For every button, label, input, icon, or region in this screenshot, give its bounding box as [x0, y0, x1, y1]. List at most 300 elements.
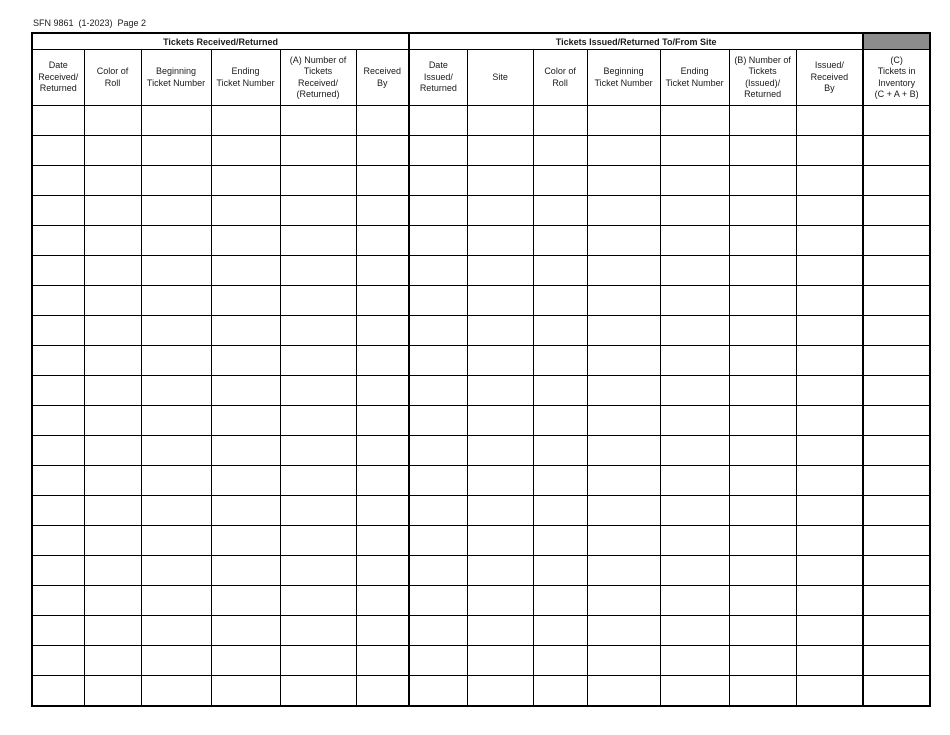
table-cell[interactable] [409, 616, 467, 646]
table-cell[interactable] [660, 556, 729, 586]
table-cell[interactable] [587, 106, 660, 136]
table-cell[interactable] [280, 376, 356, 406]
table-cell[interactable] [533, 466, 587, 496]
table-cell[interactable] [796, 526, 863, 556]
table-cell[interactable] [84, 256, 141, 286]
table-cell[interactable] [467, 436, 533, 466]
table-cell[interactable] [280, 526, 356, 556]
table-cell[interactable] [356, 196, 409, 226]
table-cell[interactable] [211, 106, 280, 136]
table-cell[interactable] [796, 376, 863, 406]
table-cell[interactable] [533, 316, 587, 346]
table-cell[interactable] [796, 646, 863, 676]
table-cell[interactable] [409, 406, 467, 436]
table-cell[interactable] [141, 646, 211, 676]
table-cell[interactable] [863, 496, 930, 526]
table-cell[interactable] [729, 316, 796, 346]
table-cell[interactable] [660, 466, 729, 496]
table-cell[interactable] [587, 556, 660, 586]
table-cell[interactable] [796, 406, 863, 436]
table-cell[interactable] [211, 166, 280, 196]
table-cell[interactable] [467, 586, 533, 616]
table-cell[interactable] [587, 226, 660, 256]
table-row [32, 406, 930, 436]
table-cell[interactable] [280, 226, 356, 256]
table-cell[interactable] [280, 106, 356, 136]
table-cell[interactable] [32, 646, 84, 676]
table-cell[interactable] [796, 556, 863, 586]
table-cell[interactable] [141, 106, 211, 136]
table-cell[interactable] [863, 436, 930, 466]
table-cell[interactable] [467, 646, 533, 676]
table-cell[interactable] [729, 406, 796, 436]
table-cell[interactable] [467, 616, 533, 646]
ledger-body [32, 106, 930, 707]
table-cell[interactable] [32, 436, 84, 466]
table-cell[interactable] [32, 676, 84, 707]
table-cell[interactable] [796, 316, 863, 346]
table-cell[interactable] [32, 496, 84, 526]
table-cell[interactable] [356, 226, 409, 256]
table-cell[interactable] [356, 616, 409, 646]
table-cell[interactable] [32, 466, 84, 496]
table-cell[interactable] [32, 286, 84, 316]
table-cell[interactable] [280, 346, 356, 376]
table-cell[interactable] [660, 586, 729, 616]
table-cell[interactable] [84, 376, 141, 406]
table-cell[interactable] [467, 286, 533, 316]
table-cell[interactable] [863, 586, 930, 616]
table-cell[interactable] [467, 136, 533, 166]
table-cell[interactable] [660, 226, 729, 256]
table-cell[interactable] [211, 406, 280, 436]
table-cell[interactable] [84, 226, 141, 256]
table-cell[interactable] [467, 406, 533, 436]
table-cell[interactable] [587, 526, 660, 556]
table-row [32, 346, 930, 376]
column-header-color-of-roll-issued: Color of Roll [533, 50, 587, 106]
table-cell[interactable] [863, 106, 930, 136]
table-cell[interactable] [660, 346, 729, 376]
table-cell[interactable] [356, 376, 409, 406]
table-cell[interactable] [587, 376, 660, 406]
table-cell[interactable] [409, 346, 467, 376]
table-cell[interactable] [32, 586, 84, 616]
table-cell[interactable] [533, 166, 587, 196]
table-cell[interactable] [141, 166, 211, 196]
table-cell[interactable] [32, 226, 84, 256]
table-cell[interactable] [84, 286, 141, 316]
table-cell[interactable] [84, 436, 141, 466]
table-cell[interactable] [660, 136, 729, 166]
table-cell[interactable] [280, 136, 356, 166]
table-cell[interactable] [409, 286, 467, 316]
table-cell[interactable] [280, 556, 356, 586]
table-cell[interactable] [211, 586, 280, 616]
table-cell[interactable] [409, 376, 467, 406]
table-cell[interactable] [356, 406, 409, 436]
table-cell[interactable] [533, 136, 587, 166]
table-cell[interactable] [84, 166, 141, 196]
table-cell[interactable] [863, 466, 930, 496]
table-cell[interactable] [533, 496, 587, 526]
table-cell[interactable] [863, 616, 930, 646]
table-cell[interactable] [141, 226, 211, 256]
table-cell[interactable] [729, 196, 796, 226]
table-cell[interactable] [467, 106, 533, 136]
table-cell[interactable] [356, 256, 409, 286]
group-header-row [32, 33, 930, 50]
table-cell[interactable] [587, 436, 660, 466]
table-cell[interactable] [356, 166, 409, 196]
table-cell[interactable] [660, 526, 729, 556]
table-cell[interactable] [409, 196, 467, 226]
table-cell[interactable] [660, 676, 729, 707]
table-cell[interactable] [796, 496, 863, 526]
table-cell[interactable] [729, 496, 796, 526]
table-cell[interactable] [863, 136, 930, 166]
table-cell[interactable] [863, 316, 930, 346]
table-cell[interactable] [211, 346, 280, 376]
table-cell[interactable] [356, 316, 409, 346]
table-cell[interactable] [796, 286, 863, 316]
table-cell[interactable] [211, 196, 280, 226]
column-header-issued-received-by: Issued/ Received By [796, 50, 863, 106]
table-cell[interactable] [863, 226, 930, 256]
table-cell[interactable] [280, 436, 356, 466]
table-cell[interactable] [863, 676, 930, 707]
table-cell[interactable] [729, 226, 796, 256]
table-cell[interactable] [280, 676, 356, 707]
table-cell[interactable] [280, 496, 356, 526]
table-cell[interactable] [84, 616, 141, 646]
table-cell[interactable] [533, 256, 587, 286]
table-cell[interactable] [587, 406, 660, 436]
table-cell[interactable] [467, 526, 533, 556]
table-cell[interactable] [660, 166, 729, 196]
table-cell[interactable] [533, 526, 587, 556]
table-cell[interactable] [141, 286, 211, 316]
table-row [32, 226, 930, 256]
table-cell[interactable] [729, 676, 796, 707]
table-cell[interactable] [409, 676, 467, 707]
table-cell[interactable] [660, 316, 729, 346]
table-cell[interactable] [796, 136, 863, 166]
table-cell[interactable] [141, 406, 211, 436]
table-cell[interactable] [587, 196, 660, 226]
table-cell[interactable] [467, 376, 533, 406]
table-cell[interactable] [409, 106, 467, 136]
table-cell[interactable] [467, 256, 533, 286]
table-cell[interactable] [211, 646, 280, 676]
table-row [32, 466, 930, 496]
table-cell[interactable] [32, 526, 84, 556]
table-row [32, 166, 930, 196]
table-cell[interactable] [211, 496, 280, 526]
table-cell[interactable] [660, 376, 729, 406]
table-cell[interactable] [32, 406, 84, 436]
table-cell[interactable] [211, 526, 280, 556]
table-cell[interactable] [280, 256, 356, 286]
table-cell[interactable] [467, 496, 533, 526]
table-cell[interactable] [660, 436, 729, 466]
table-cell[interactable] [84, 646, 141, 676]
table-cell[interactable] [211, 616, 280, 646]
table-cell[interactable] [280, 616, 356, 646]
table-cell[interactable] [409, 256, 467, 286]
table-cell[interactable] [32, 346, 84, 376]
column-header-date-issued: Date Issued/ Returned [409, 50, 467, 106]
table-cell[interactable] [467, 466, 533, 496]
table-cell[interactable] [141, 526, 211, 556]
table-cell[interactable] [796, 346, 863, 376]
table-cell[interactable] [533, 556, 587, 586]
table-cell[interactable] [211, 676, 280, 707]
table-cell[interactable] [660, 496, 729, 526]
table-cell[interactable] [796, 256, 863, 286]
table-cell[interactable] [660, 196, 729, 226]
table-cell[interactable] [84, 676, 141, 707]
table-cell[interactable] [863, 166, 930, 196]
table-cell[interactable] [211, 136, 280, 166]
table-cell[interactable] [796, 226, 863, 256]
table-cell[interactable] [356, 646, 409, 676]
table-cell[interactable] [729, 646, 796, 676]
table-cell[interactable] [533, 616, 587, 646]
table-cell[interactable] [356, 526, 409, 556]
table-cell[interactable] [796, 676, 863, 707]
table-cell[interactable] [533, 436, 587, 466]
table-cell[interactable] [84, 136, 141, 166]
table-row [32, 496, 930, 526]
table-cell[interactable] [467, 196, 533, 226]
table-cell[interactable] [141, 256, 211, 286]
table-cell[interactable] [533, 226, 587, 256]
table-cell[interactable] [729, 556, 796, 586]
table-cell[interactable] [729, 256, 796, 286]
table-cell[interactable] [32, 616, 84, 646]
group-header-received: Tickets Received/Returned [32, 33, 409, 50]
table-cell[interactable] [280, 316, 356, 346]
table-cell[interactable] [409, 646, 467, 676]
table-cell[interactable] [587, 166, 660, 196]
table-cell[interactable] [587, 586, 660, 616]
column-header-ending-ticket-received: Ending Ticket Number [211, 50, 280, 106]
table-cell[interactable] [587, 286, 660, 316]
table-cell[interactable] [32, 196, 84, 226]
table-cell[interactable] [796, 106, 863, 136]
table-cell[interactable] [84, 586, 141, 616]
table-cell[interactable] [660, 106, 729, 136]
table-cell[interactable] [409, 526, 467, 556]
table-cell[interactable] [84, 346, 141, 376]
table-cell[interactable] [729, 436, 796, 466]
table-cell[interactable] [211, 226, 280, 256]
table-cell[interactable] [356, 676, 409, 707]
table-cell[interactable] [356, 556, 409, 586]
table-cell[interactable] [84, 316, 141, 346]
table-cell[interactable] [729, 376, 796, 406]
table-cell[interactable] [141, 346, 211, 376]
table-cell[interactable] [141, 136, 211, 166]
table-cell[interactable] [84, 466, 141, 496]
table-cell[interactable] [141, 616, 211, 646]
table-cell[interactable] [409, 226, 467, 256]
table-row [32, 646, 930, 676]
table-cell[interactable] [729, 466, 796, 496]
table-cell[interactable] [141, 436, 211, 466]
table-cell[interactable] [587, 316, 660, 346]
table-cell[interactable] [141, 316, 211, 346]
table-cell[interactable] [356, 436, 409, 466]
table-cell[interactable] [863, 556, 930, 586]
table-cell[interactable] [211, 556, 280, 586]
table-cell[interactable] [796, 196, 863, 226]
table-cell[interactable] [533, 646, 587, 676]
table-cell[interactable] [280, 196, 356, 226]
table-cell[interactable] [467, 226, 533, 256]
table-cell[interactable] [409, 436, 467, 466]
table-cell[interactable] [141, 556, 211, 586]
ticket-ledger-table [31, 32, 931, 707]
table-cell[interactable] [141, 496, 211, 526]
table-cell[interactable] [587, 676, 660, 707]
table-cell[interactable] [211, 286, 280, 316]
table-cell[interactable] [533, 196, 587, 226]
table-cell[interactable] [32, 376, 84, 406]
table-cell[interactable] [863, 406, 930, 436]
table-cell[interactable] [280, 166, 356, 196]
table-cell[interactable] [84, 196, 141, 226]
table-cell[interactable] [356, 106, 409, 136]
table-cell[interactable] [729, 526, 796, 556]
table-cell[interactable] [533, 286, 587, 316]
table-cell[interactable] [796, 436, 863, 466]
table-cell[interactable] [660, 616, 729, 646]
table-cell[interactable] [280, 646, 356, 676]
table-cell[interactable] [587, 616, 660, 646]
table-cell[interactable] [660, 646, 729, 676]
table-cell[interactable] [587, 256, 660, 286]
group-header-issued: Tickets Issued/Returned To/From Site [409, 33, 863, 50]
table-cell[interactable] [587, 136, 660, 166]
table-cell[interactable] [587, 496, 660, 526]
table-cell[interactable] [356, 586, 409, 616]
table-cell[interactable] [796, 166, 863, 196]
table-cell[interactable] [467, 316, 533, 346]
table-cell[interactable] [409, 466, 467, 496]
table-cell[interactable] [863, 376, 930, 406]
table-cell[interactable] [660, 256, 729, 286]
table-cell[interactable] [141, 676, 211, 707]
table-cell[interactable] [280, 586, 356, 616]
table-cell[interactable] [84, 406, 141, 436]
table-cell[interactable] [729, 616, 796, 646]
table-cell[interactable] [729, 106, 796, 136]
table-cell[interactable] [84, 556, 141, 586]
table-cell[interactable] [863, 256, 930, 286]
table-cell[interactable] [211, 466, 280, 496]
table-cell[interactable] [660, 406, 729, 436]
table-cell[interactable] [211, 376, 280, 406]
table-cell[interactable] [587, 346, 660, 376]
table-cell[interactable] [467, 556, 533, 586]
table-cell[interactable] [863, 346, 930, 376]
table-cell[interactable] [533, 346, 587, 376]
table-cell[interactable] [32, 256, 84, 286]
table-cell[interactable] [729, 586, 796, 616]
table-cell[interactable] [356, 136, 409, 166]
table-cell[interactable] [32, 136, 84, 166]
table-cell[interactable] [84, 526, 141, 556]
table-cell[interactable] [356, 496, 409, 526]
table-cell[interactable] [409, 586, 467, 616]
column-header-tickets-in-inventory: (C) Tickets in Inventory (C + A + B) [863, 50, 930, 106]
table-cell[interactable] [587, 466, 660, 496]
table-cell[interactable] [141, 586, 211, 616]
table-cell[interactable] [729, 166, 796, 196]
table-cell[interactable] [863, 526, 930, 556]
table-cell[interactable] [141, 196, 211, 226]
table-row [32, 616, 930, 646]
table-cell[interactable] [863, 196, 930, 226]
table-cell[interactable] [409, 556, 467, 586]
table-cell[interactable] [796, 466, 863, 496]
table-cell[interactable] [467, 166, 533, 196]
table-cell[interactable] [32, 316, 84, 346]
table-cell[interactable] [533, 586, 587, 616]
table-cell[interactable] [280, 406, 356, 436]
table-cell[interactable] [211, 436, 280, 466]
table-cell[interactable] [32, 106, 84, 136]
table-cell[interactable] [211, 316, 280, 346]
table-cell[interactable] [356, 346, 409, 376]
table-cell[interactable] [729, 286, 796, 316]
table-cell[interactable] [533, 406, 587, 436]
table-cell[interactable] [409, 166, 467, 196]
table-cell[interactable] [796, 586, 863, 616]
table-row [32, 106, 930, 136]
table-cell[interactable] [84, 496, 141, 526]
table-cell[interactable] [533, 106, 587, 136]
table-cell[interactable] [280, 466, 356, 496]
table-cell[interactable] [863, 646, 930, 676]
table-cell[interactable] [32, 556, 84, 586]
table-cell[interactable] [211, 256, 280, 286]
table-cell[interactable] [356, 466, 409, 496]
table-cell[interactable] [409, 136, 467, 166]
table-cell[interactable] [141, 376, 211, 406]
table-cell[interactable] [863, 286, 930, 316]
table-cell[interactable] [729, 346, 796, 376]
table-cell[interactable] [467, 346, 533, 376]
table-cell[interactable] [356, 286, 409, 316]
table-cell[interactable] [587, 646, 660, 676]
table-cell[interactable] [729, 136, 796, 166]
table-cell[interactable] [409, 316, 467, 346]
table-cell[interactable] [467, 676, 533, 707]
table-cell[interactable] [660, 286, 729, 316]
table-cell[interactable] [280, 286, 356, 316]
table-cell[interactable] [32, 166, 84, 196]
table-row [32, 676, 930, 707]
table-cell[interactable] [533, 676, 587, 707]
table-cell[interactable] [796, 616, 863, 646]
table-cell[interactable] [533, 376, 587, 406]
table-cell[interactable] [141, 466, 211, 496]
table-cell[interactable] [409, 496, 467, 526]
table-cell[interactable] [84, 106, 141, 136]
